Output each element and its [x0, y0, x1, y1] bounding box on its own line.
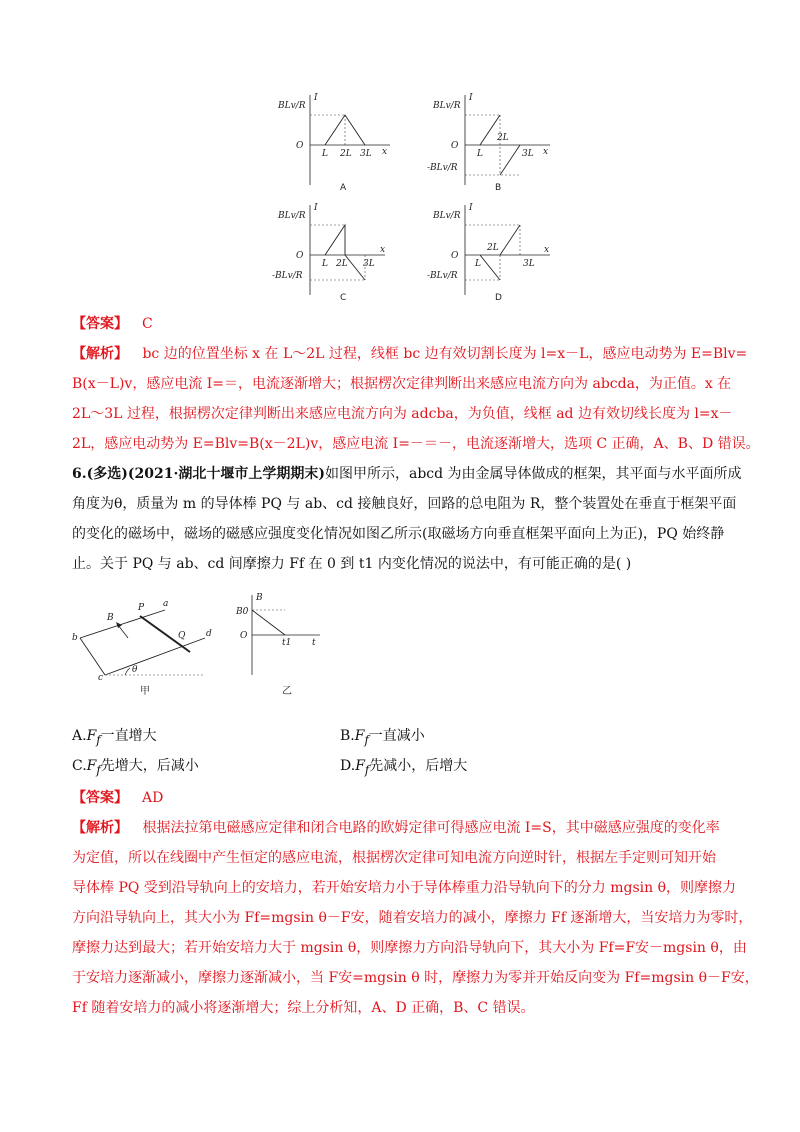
- q6-analysis-tag: 【解析】: [72, 820, 128, 836]
- graph-d-ylabel: I: [469, 203, 473, 213]
- q6-stem-line-4: 止。关于 PQ 与 ab、cd 间摩擦力 Ff 在 0 到 t1 内变化情况的说法中，有可能正确的是( ): [72, 556, 632, 572]
- q6-answer: AD: [142, 790, 164, 806]
- figure-yi: [235, 593, 320, 697]
- graph-c-tick-3: 3L: [363, 259, 375, 269]
- graph-a-ylabel: I: [314, 93, 318, 103]
- graph-d-origin: O: [451, 251, 459, 261]
- fig-jia-label-a: a: [163, 599, 169, 609]
- option-c: $C.F_f$先增大，后减小: [72, 758, 199, 777]
- graph-d: [425, 200, 555, 305]
- figure-jia: [72, 599, 212, 697]
- fig-jia-label-B: B: [107, 613, 114, 623]
- q5-analysis-line-3: 2L～3L 过程，根据楞次定律判断出来感应电流方向为 adcba，为负值，线框 ad 边有效切线长度为 l=x－: [72, 406, 733, 422]
- option-d-key: D.: [340, 758, 356, 774]
- answer-option-graphs: [270, 90, 560, 305]
- fig-yi-label-t1: t1: [282, 638, 292, 648]
- q6-source: (多选)(2021·湖北十堰市上学期期末): [86, 466, 325, 482]
- graph-c-tick-2: 2L: [336, 259, 348, 269]
- graph-b-tick-2: 2L: [497, 133, 509, 143]
- graph-a-top-label: BLv/R: [278, 101, 306, 111]
- option-d: $D.F_f$先减小，后增大: [340, 758, 468, 777]
- fig-jia-label-P: P: [138, 603, 145, 613]
- graph-b-caption: B: [495, 183, 502, 193]
- graph-c-origin: O: [296, 251, 304, 261]
- fig-yi-caption: 乙: [282, 686, 292, 697]
- graph-b-tick-1: L: [477, 149, 483, 159]
- q6-analysis-line-7: Ff 随着安培力的减小将逐渐增大；综上分析知，A、D 正确，B、C 错误。: [72, 1000, 535, 1016]
- q6-answer-tag: 【答案】: [72, 790, 128, 806]
- fig-jia-label-d: d: [206, 629, 212, 639]
- q5-analysis-line-2: B(x－L)v，感应电流 I=＝，电流逐渐增大；根据楞次定律判断出来感应电流方向为 abcda，为正值。x 在: [72, 376, 732, 392]
- graph-b-xlabel: x: [543, 147, 549, 157]
- option-a-text: 一直增大: [100, 728, 157, 744]
- graph-c-bottom-label: -BLv/R: [272, 271, 303, 281]
- q6-stem-line-2: 角度为θ，质量为 m 的导体棒 PQ 与 ab、cd 接触良好，回路的总电阻为 R，整个装置处在垂直于框架平面: [72, 496, 737, 512]
- graph-c-top-label: BLv/R: [278, 211, 306, 221]
- graph-b-tick-3: 3L: [522, 149, 534, 159]
- q6-stem-line-1: [72, 464, 752, 484]
- graph-b-ylabel: I: [469, 93, 473, 103]
- q6-analysis-text-1: 根据法拉第电磁感应定律和闭合电路的欧姆定律可得感应电流 I=S，其中磁感应强度的变化率: [142, 820, 720, 836]
- graph-b-origin: O: [451, 141, 459, 151]
- graph-c-tick-1: L: [322, 259, 328, 269]
- graph-a: [270, 90, 400, 195]
- graph-b-bottom-label: -BLv/R: [427, 163, 458, 173]
- q5-answer-line: [72, 314, 752, 334]
- graph-c-xlabel: x: [380, 245, 386, 255]
- graph-c-caption: C: [340, 293, 347, 303]
- graph-d-bottom-label: -BLv/R: [427, 271, 458, 281]
- option-a-key: A.: [72, 728, 87, 744]
- fig-jia-caption: 甲: [140, 686, 150, 697]
- q5-answer: C: [142, 316, 153, 332]
- option-b-text: 一直减小: [368, 728, 425, 744]
- fig-yi-label-B: B: [256, 593, 263, 603]
- graph-a-xlabel: x: [382, 147, 388, 157]
- q6-figures: [70, 590, 330, 700]
- graph-b: [425, 90, 555, 195]
- fig-jia-label-Q: Q: [178, 631, 186, 641]
- option-c-key: C.: [72, 758, 87, 774]
- graph-a-origin: O: [296, 141, 304, 151]
- q5-analysis-tag: 【解析】: [72, 346, 128, 362]
- fig-yi-label-t: t: [312, 638, 316, 648]
- graph-b-top-label: BLv/R: [433, 101, 461, 111]
- graph-d-tick-1: L: [475, 259, 481, 269]
- fig-jia-label-b: b: [72, 633, 78, 643]
- q5-analysis-text-1: bc 边的位置坐标 x 在 L～2L 过程，线框 bc 边有效切割长度为 l=x－L，感应电动势为 E=Blv=: [142, 346, 748, 362]
- option-c-text: 先增大，后减小: [100, 758, 199, 774]
- fig-jia-label-c: c: [98, 673, 104, 683]
- q5-analysis-line-4: 2L，感应电动势为 E=Blv=B(x－2L)v，感应电流 I=－＝－，电流逐渐增大，选项 C 正确，A、B、D 错误。: [72, 436, 760, 452]
- graph-d-tick-2: 2L: [487, 243, 499, 253]
- graph-a-tick-2: 2L: [340, 149, 352, 159]
- option-b-key: B.: [340, 728, 355, 744]
- q6-analysis-line-5: 摩擦力达到最大；若开始安培力大于 mgsin θ，则摩擦力方向沿导轨向下，其大小为 Ff=F安－mgsin θ，由: [72, 940, 747, 956]
- graph-d-tick-3: 3L: [523, 259, 535, 269]
- q5-analysis-line-1: [72, 344, 752, 364]
- q6-number: 6.: [72, 466, 87, 482]
- graph-c: [270, 200, 400, 305]
- q6-stem-text-1: 如图甲所示，abcd 为由金属导体做成的框架，其平面与水平面所成: [324, 466, 742, 482]
- q6-answer-line: [72, 788, 752, 808]
- q6-analysis-line-2: 为定值，所以在线圈中产生恒定的感应电流，根据楞次定律可知电流方向逆时针，根据左手定则可知开始: [72, 850, 716, 866]
- option-a: $A.F_f$一直增大: [72, 728, 157, 747]
- q6-analysis-line-4: 方向沿导轨向上，其大小为 Ff=mgsin θ－F安，随着安培力的减小，摩擦力 Ff 逐渐增大，当安培力为零时，: [72, 910, 753, 926]
- fig-yi-label-O: O: [240, 631, 248, 641]
- option-b: $B.F_f$一直减小: [340, 728, 425, 747]
- graph-d-xlabel: x: [544, 245, 550, 255]
- q5-answer-tag: 【答案】: [72, 316, 128, 332]
- q6-analysis-line-3: 导体棒 PQ 受到沿导轨向上的安培力，若开始安培力小于导体棒重力沿导轨向下的分力 mgsin θ，则摩擦力: [72, 880, 737, 896]
- fig-jia-label-theta: θ: [132, 665, 138, 675]
- graph-d-caption: D: [495, 293, 502, 303]
- q6-analysis-line-1: [72, 818, 752, 838]
- q6-stem-line-3: 的变化的磁场中，磁场的磁感应强度变化情况如图乙所示(取磁场方向垂直框架平面向上为正)，PQ 始终静: [72, 526, 725, 542]
- q6-analysis-line-6: 于安培力逐渐减小，摩擦力逐渐减小，当 F安=mgsin θ 时，摩擦力为零并开始反向变为 Ff=mgsin θ－F安，: [72, 970, 759, 986]
- graph-a-tick-3: 3L: [360, 149, 372, 159]
- fig-yi-label-B0: B0: [236, 607, 249, 617]
- graph-a-tick-1: L: [322, 149, 328, 159]
- graph-d-top-label: BLv/R: [433, 211, 461, 221]
- option-d-text: 先减小，后增大: [369, 758, 468, 774]
- graph-c-ylabel: I: [314, 203, 318, 213]
- graph-a-caption: A: [340, 183, 347, 193]
